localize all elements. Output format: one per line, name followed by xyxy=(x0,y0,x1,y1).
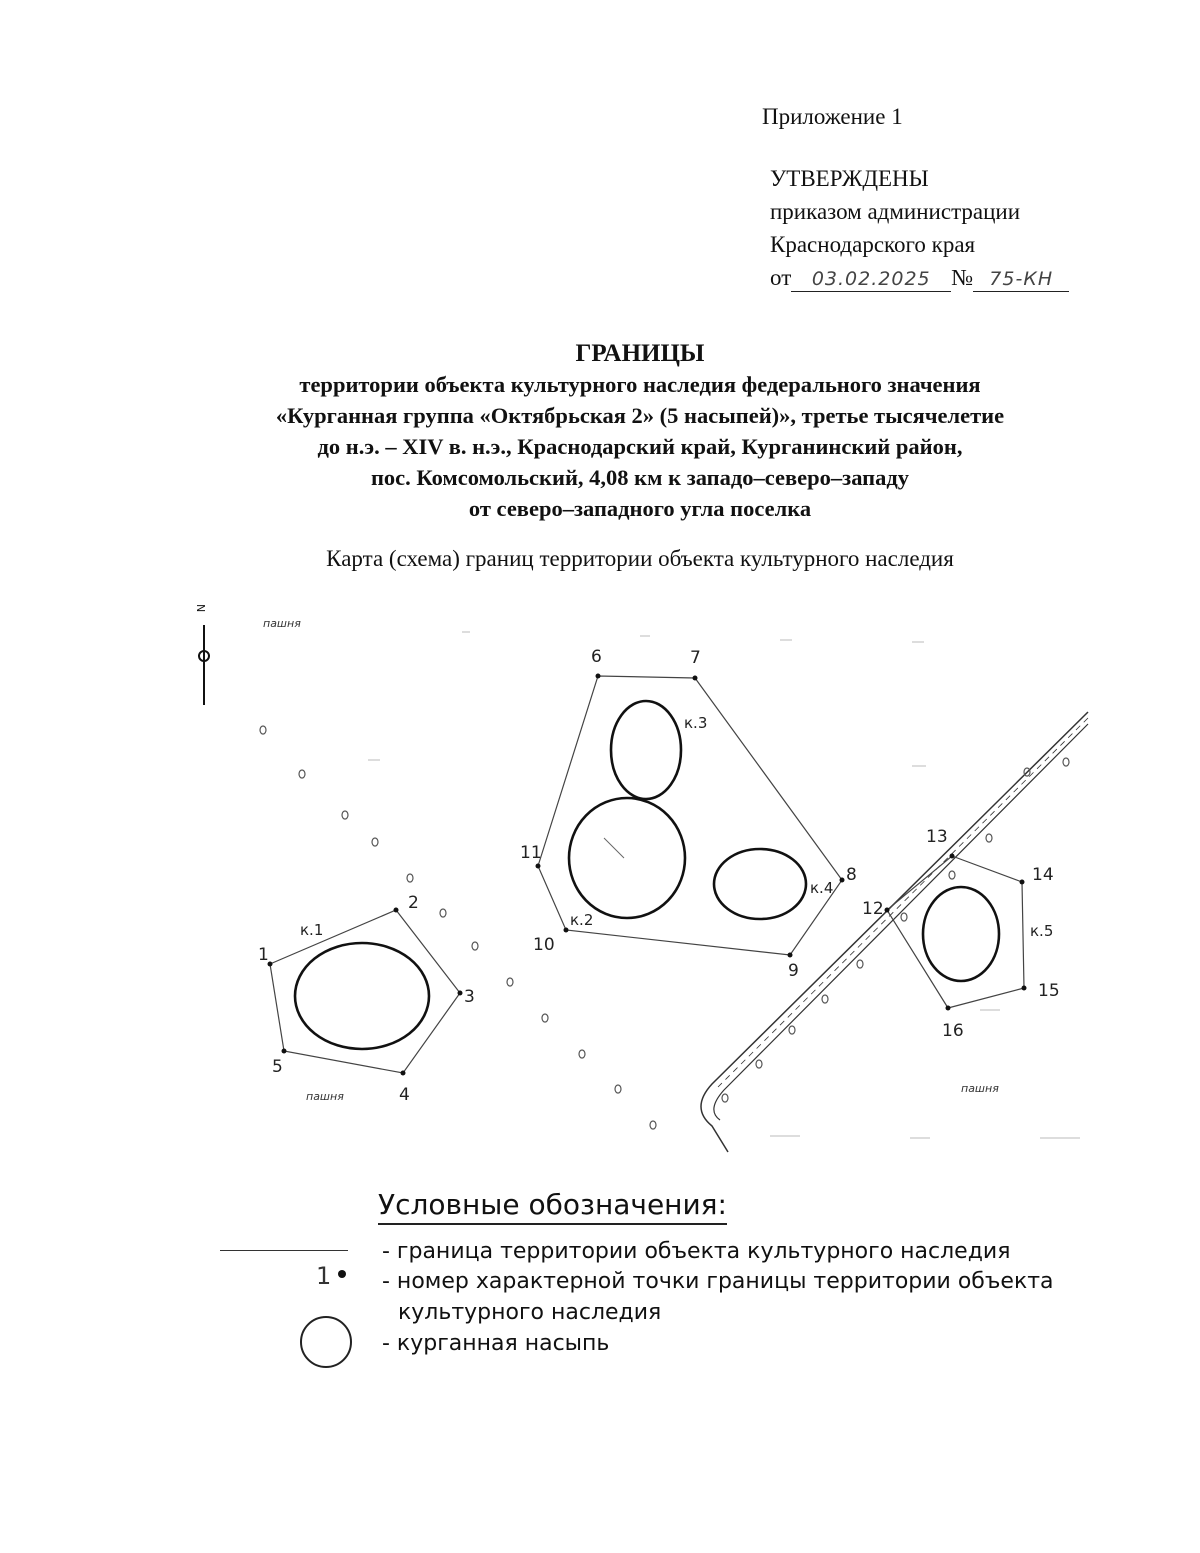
mound-3 xyxy=(611,701,681,799)
point-label-3: 3 xyxy=(464,987,475,1007)
title-line-3: до н.э. – XIV в. н.э., Краснодарский край, Курганинский район, xyxy=(317,434,963,459)
title-line-4: пос. Комсомольский, 4,08 км к западо–северо–западу xyxy=(370,465,910,490)
point-label-14: 14 xyxy=(1032,865,1054,885)
region-label: Краснодарского края xyxy=(770,232,976,257)
point-label-6: 6 xyxy=(591,647,602,667)
point-label-10: 10 xyxy=(533,935,555,955)
point-label-11: 11 xyxy=(520,843,542,863)
title-line-2: «Курганная группа «Октябрьская 2» (5 насыпей)», третье тысячелетие xyxy=(275,403,1005,428)
order-label: приказом администрации xyxy=(770,199,1021,224)
map-caption: Карта (схема) границ территории объекта культурного наследия xyxy=(326,546,954,571)
point-label-13: 13 xyxy=(926,827,948,847)
mound-label-1: к.1 xyxy=(300,921,324,939)
point-label-2: 2 xyxy=(408,893,419,913)
title-line-1: территории объекта культурного наследия федерального значения xyxy=(299,372,981,397)
title-main: ГРАНИЦЫ xyxy=(575,340,705,367)
legend-point-symbol xyxy=(338,1270,346,1278)
mound-label-2: к.2 xyxy=(570,911,594,929)
title-line-5: от северо–западного угла поселка xyxy=(468,496,812,521)
point-label-9: 9 xyxy=(788,961,799,981)
north-arrow-icon xyxy=(194,604,209,705)
boundary-points xyxy=(268,674,1027,1076)
point-label-8: 8 xyxy=(846,865,857,885)
point-label-5: 5 xyxy=(272,1057,283,1077)
approval-block xyxy=(770,162,1069,294)
mound-label-3: к.3 xyxy=(684,714,708,732)
point-label-7: 7 xyxy=(690,648,701,668)
number-prefix: № xyxy=(951,265,974,290)
legend-point-text-line-1: - номер характерной точки границы территории объекта xyxy=(382,1269,1054,1294)
legend-boundary-text: - граница территории объекта культурного наследия xyxy=(382,1239,1011,1264)
order-date: 03.02.2025 xyxy=(791,267,951,292)
order-date-line xyxy=(770,261,1069,294)
map-background-marks xyxy=(368,632,1080,1138)
order-number: 75-КН xyxy=(973,267,1069,292)
field-label: пашня xyxy=(306,1090,344,1103)
legend-point-number: 1 xyxy=(316,1262,332,1290)
point-label-4: 4 xyxy=(399,1085,410,1105)
mound-2 xyxy=(569,798,685,918)
point-label-1: 1 xyxy=(258,945,269,965)
appendix-label: Приложение 1 xyxy=(762,104,903,129)
mound-5 xyxy=(923,887,999,981)
legend-mound-text: - курганная насыпь xyxy=(382,1331,610,1356)
mound-label-4: к.4 xyxy=(810,879,834,897)
approved-label: УТВЕРЖДЕНЫ xyxy=(770,166,929,191)
point-label-12: 12 xyxy=(862,899,884,919)
mound-label-5: к.5 xyxy=(1030,922,1054,940)
field-label: пашня xyxy=(263,617,301,630)
point-label-16: 16 xyxy=(942,1021,964,1041)
legend-boundary-symbol xyxy=(220,1250,348,1251)
mound-1 xyxy=(295,943,429,1049)
north-label: N xyxy=(194,604,207,613)
legend-point-text-line-2: культурного наследия xyxy=(398,1300,662,1325)
legend-point-text xyxy=(382,1266,1054,1328)
point-label-15: 15 xyxy=(1038,981,1060,1001)
legend-heading: Условные обозначения: xyxy=(378,1188,727,1225)
date-prefix: от xyxy=(770,265,792,290)
boundary-map xyxy=(190,596,1100,1166)
document-title xyxy=(130,338,1150,524)
legend-mound-symbol xyxy=(300,1316,352,1368)
field-label: пашня xyxy=(961,1082,999,1095)
boundary-polygon-3 xyxy=(887,856,1024,1008)
mound-4 xyxy=(714,849,806,919)
